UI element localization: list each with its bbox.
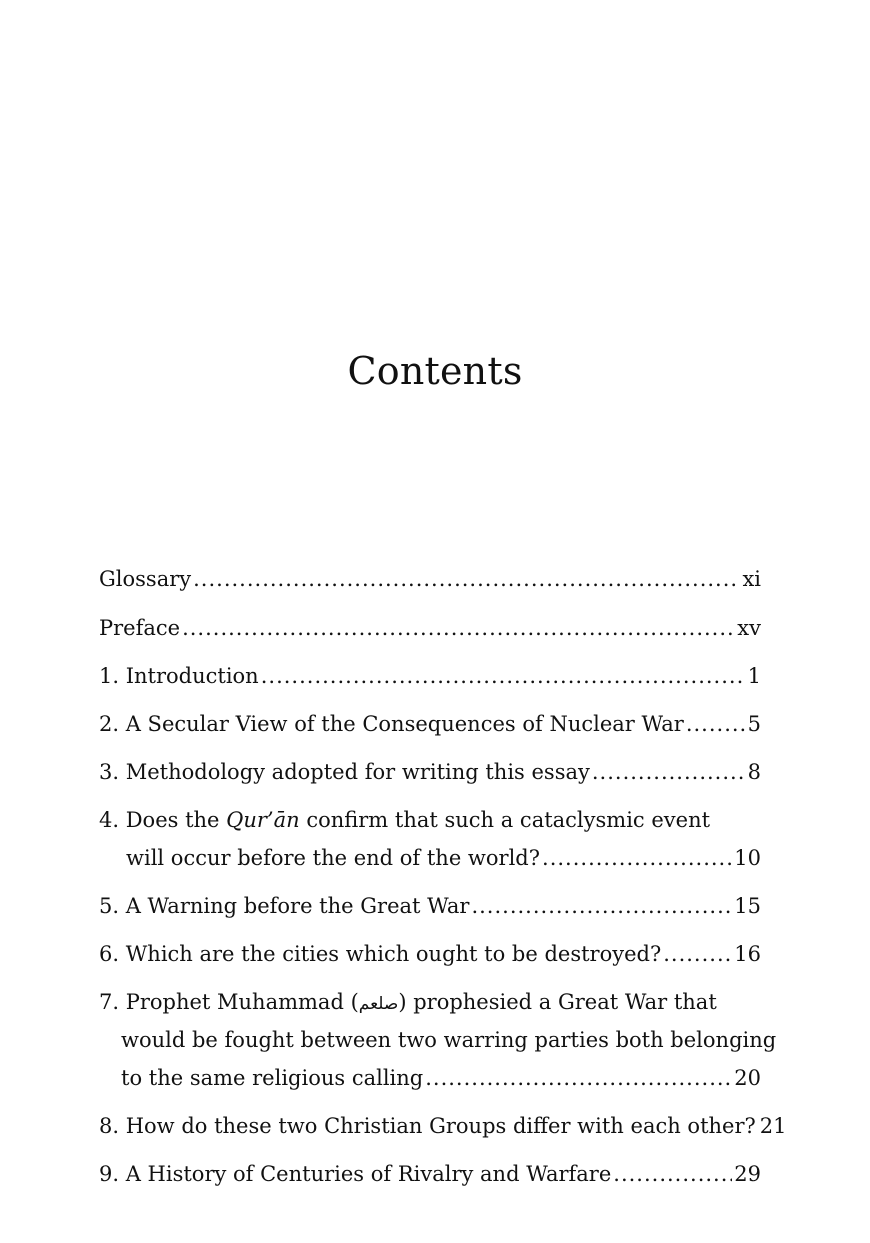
toc-entry-secular-view[interactable] [99, 705, 761, 743]
dot-leader [686, 705, 746, 743]
toc-page-number: 10 [734, 846, 761, 870]
toc-entry-label-line2: would be fought between two warring parties both belonging [121, 1028, 777, 1052]
toc-page-number: xi [742, 567, 761, 591]
toc-entry-prophet[interactable] [99, 983, 777, 1097]
dot-leader [613, 1155, 732, 1193]
toc-entry-label [99, 983, 717, 1023]
toc-entry-label: 3. Methodology adopted for writing this essay [99, 760, 590, 784]
toc-entry-quran-confirm[interactable] [99, 801, 761, 877]
dot-leader [592, 753, 746, 791]
toc-page-number: 20 [734, 1066, 761, 1090]
toc-entry-label-line2: will occur before the end of the world? [126, 846, 541, 870]
page-title: Contents [347, 349, 523, 393]
toc-entry-label-suffix: ) prophesied a Great War that [398, 990, 717, 1014]
toc-page-number: 5 [747, 712, 761, 736]
toc-entry-methodology[interactable] [99, 753, 761, 791]
toc-page-number: 21 [759, 1114, 787, 1138]
toc-entry-label-prefix: 4. Does the [99, 808, 227, 832]
toc-entry-cities[interactable] [99, 935, 761, 973]
toc-entry-warning[interactable] [99, 887, 761, 925]
toc-entry-label [99, 801, 710, 839]
toc-page-number: 1 [747, 664, 761, 688]
toc-entry-label: 5. A Warning before the Great War [99, 894, 470, 918]
toc-page-number: 16 [734, 942, 761, 966]
arabic-honorific: صلعم [358, 994, 399, 1014]
toc-entry-label-line3: to the same religious calling [121, 1066, 424, 1090]
toc-entry-label: 8. How do these two Christian Groups differ with each other? [99, 1114, 756, 1138]
toc-entry-glossary[interactable] [99, 560, 761, 598]
toc-entry-history[interactable] [99, 1155, 761, 1193]
toc-entry-label: 6. Which are the cities which ought to be destroyed? [99, 942, 662, 966]
toc-entry-label: Glossary [99, 567, 192, 591]
toc-entry-label: Preface [99, 616, 181, 640]
toc-page-number: xv [737, 616, 761, 640]
toc-page-number: 15 [734, 894, 761, 918]
toc-page-number: 8 [747, 760, 761, 784]
toc-entry-label-suffix: confirm that such a cataclysmic event [299, 808, 711, 832]
toc-entry-label: 9. A History of Centuries of Rivalry and Warfare [99, 1162, 612, 1186]
table-of-contents [99, 560, 787, 1193]
dot-leader [663, 935, 732, 973]
dot-leader [471, 887, 732, 925]
dot-leader [182, 609, 735, 647]
toc-entry-label-italic: Qur’ān [226, 808, 300, 832]
toc-entry-label-prefix: 7. Prophet Muhammad ( [99, 990, 359, 1014]
toc-entry-introduction[interactable] [99, 657, 761, 695]
dot-leader [261, 657, 746, 695]
dot-leader [542, 839, 732, 877]
toc-entry-label: 2. A Secular View of the Consequences of Nuclear War [99, 712, 684, 736]
toc-entry-preface[interactable] [99, 609, 761, 647]
toc-entry-christian-groups[interactable] [99, 1107, 787, 1145]
toc-page-number: 29 [734, 1162, 761, 1186]
dot-leader [425, 1059, 732, 1097]
toc-entry-label: 1. Introduction [99, 664, 259, 688]
dot-leader [193, 560, 740, 598]
